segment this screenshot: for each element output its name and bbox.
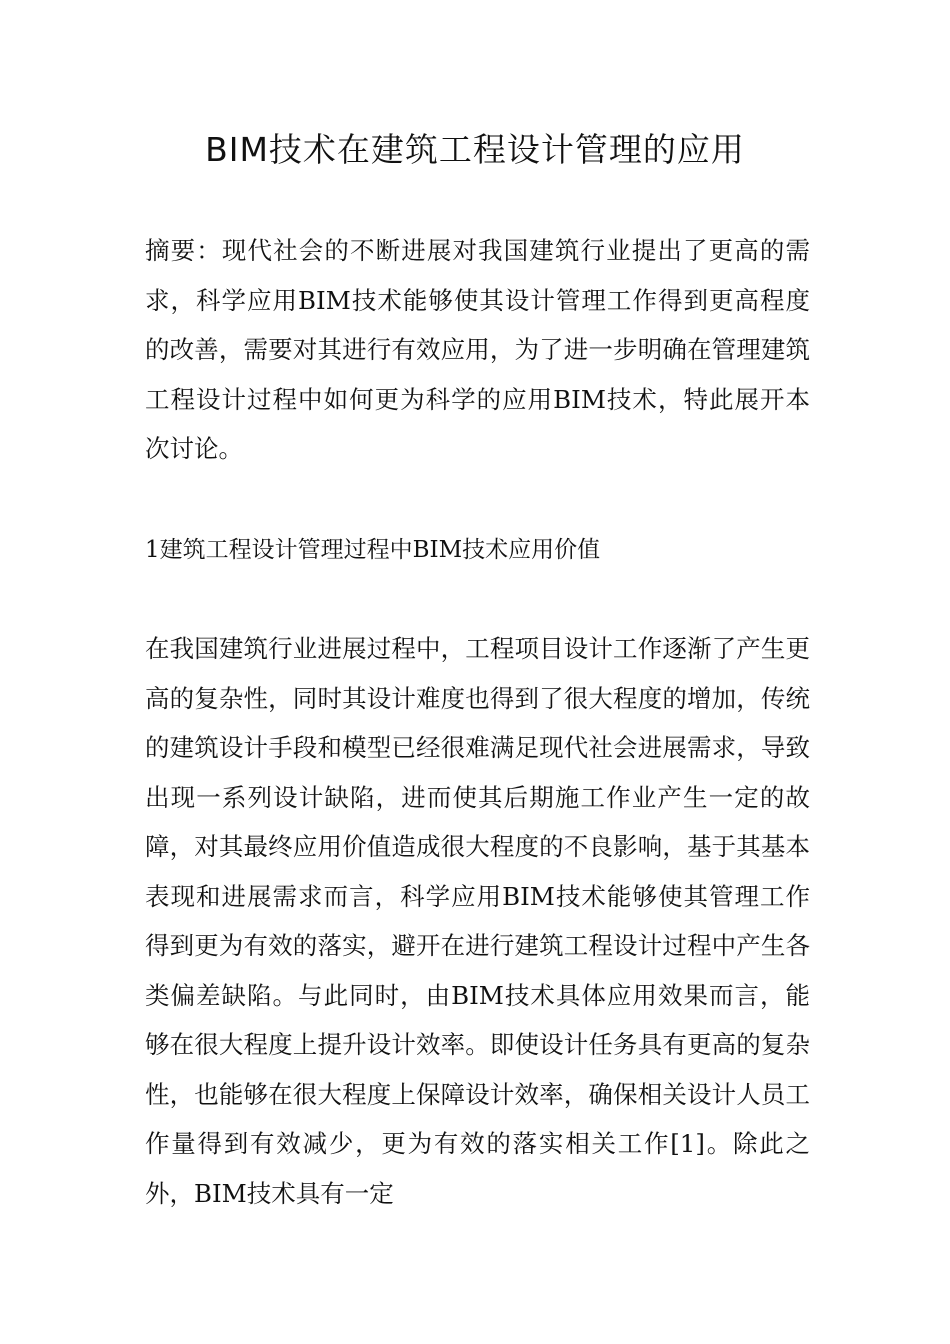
section-heading: 1建筑工程设计管理过程中BIM技术应用价值 <box>145 537 601 563</box>
body-paragraph: 在我国建筑行业进展过程中，工程项目设计工作逐渐了产生更高的复杂性，同时其设计难度也得到了很大程度的增加，传统的建筑设计手段和模型已经很难满足现代社会进展需求，导致出现一系列设计缺陷，进而使其后期施工作业产生一定的故障，对其最终应用价值造成很大程度的不良影响，基于其基本表现和进展需求而言，科学应用BIM技术能够使其管理工作得到更为有效的落实，避开在进行建筑工程设计过程中产生各类偏差缺陷。与此同时，由BIM技术具体应用效果而言，能够在很大程度上提升设计效率。即使设计任务具有更高的复杂性，也能够在很大程度上保障设计效率，确保相关设计人员工作量得到有效减少，更为有效的落实相关工作[1]。除此之外，BIM技术具有一定 <box>145 634 810 1208</box>
document-title: BIM技术在建筑工程设计管理的应用 <box>205 130 745 169</box>
abstract-paragraph: 摘要：现代社会的不断进展对我国建筑行业提出了更高的需求，科学应用BIM技术能够使其设计管理工作得到更高程度的改善，需要对其进行有效应用，为了进一步明确在管理建筑工程设计过程中如何更为科学的应用BIM技术，特此展开本次讨论。 <box>145 236 810 463</box>
